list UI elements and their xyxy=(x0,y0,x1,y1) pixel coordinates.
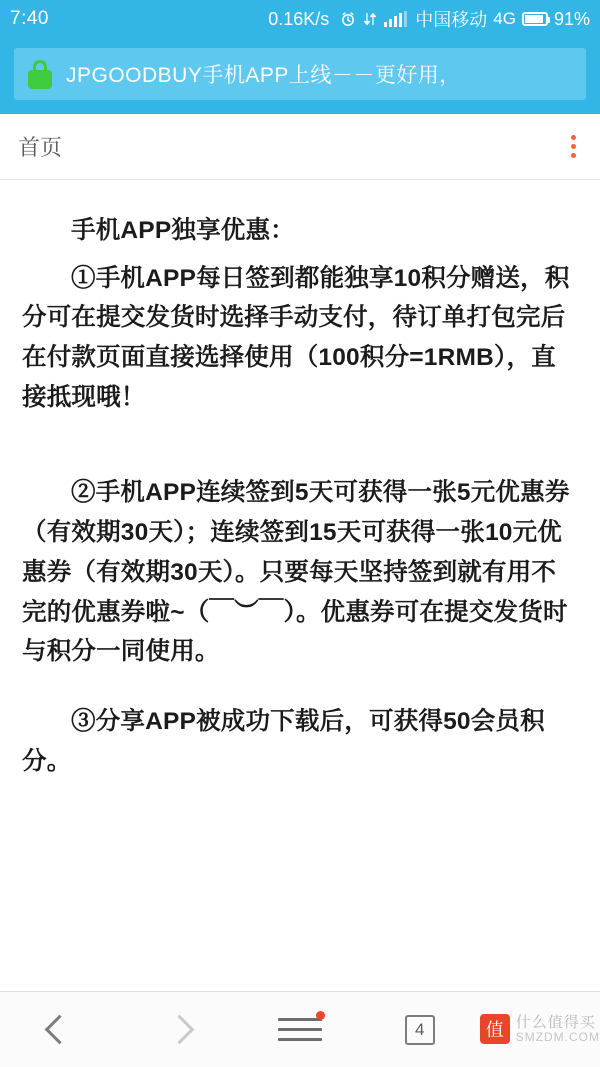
battery-icon xyxy=(522,12,548,26)
status-right xyxy=(415,6,590,32)
tabs-button[interactable] xyxy=(360,992,480,1067)
page-title: 首页 xyxy=(18,135,63,160)
status-center xyxy=(66,9,407,30)
signal-icon xyxy=(384,11,407,27)
more-vertical-icon[interactable] xyxy=(565,129,582,164)
paragraph-title: 手机APP独享优惠： xyxy=(71,217,295,244)
promo-banner[interactable] xyxy=(14,48,586,100)
article-content xyxy=(0,181,600,991)
banner-text: JPGOODBUY手机APP上线－－更好用， xyxy=(66,64,461,87)
browser-bottom-bar xyxy=(0,991,600,1067)
sync-icon xyxy=(363,11,377,27)
paragraph-item-2: ②手机APP连续签到5天可获得一张5元优惠券（有效期30天）；连续签到15天可获得一张10元优惠券（有效期30天）。只要每天坚持签到就有用不完的优惠券啦~（￣︶￣）。优惠券可在提交发货时与积分一同使用。 xyxy=(22,479,570,666)
forward-button[interactable] xyxy=(120,992,240,1067)
carrier-label: 中国移动 xyxy=(415,10,488,30)
smzdm-brand-cn: 什么值得买 xyxy=(515,1013,596,1031)
network-speed-text: 0.16K/s xyxy=(268,8,330,29)
chevron-right-icon xyxy=(165,1015,195,1045)
paragraph-item-3: ③分享APP被成功下载后，可获得50会员积分。 xyxy=(22,707,545,775)
smzdm-watermark xyxy=(480,992,600,1067)
battery-percent-label: 91% xyxy=(553,8,590,29)
menu-button[interactable] xyxy=(240,992,360,1067)
status-time: 7:40 xyxy=(10,8,49,29)
tab-count-label: 4 xyxy=(405,1015,435,1045)
smzdm-brand-en: SMZDM.COM xyxy=(515,1030,600,1045)
green-lock-icon xyxy=(26,59,54,89)
back-button[interactable] xyxy=(0,992,120,1067)
paragraph-item-1: ①手机APP每日签到都能独享10积分赠送，积分可在提交发货时选择手动支付，待订单打包完后在付款页面直接选择使用（100积分=1RMB），直接抵现哦！ xyxy=(22,264,570,411)
smzdm-logo-icon: 值 xyxy=(480,1014,510,1044)
status-bar xyxy=(0,0,600,38)
alarm-icon xyxy=(340,11,356,27)
page-header xyxy=(0,114,600,180)
chevron-left-icon xyxy=(45,1015,75,1045)
network-type-label: 4G xyxy=(493,9,516,28)
hamburger-icon xyxy=(278,1018,322,1041)
banner-container xyxy=(0,38,600,114)
menu-notification-badge xyxy=(316,1011,325,1020)
